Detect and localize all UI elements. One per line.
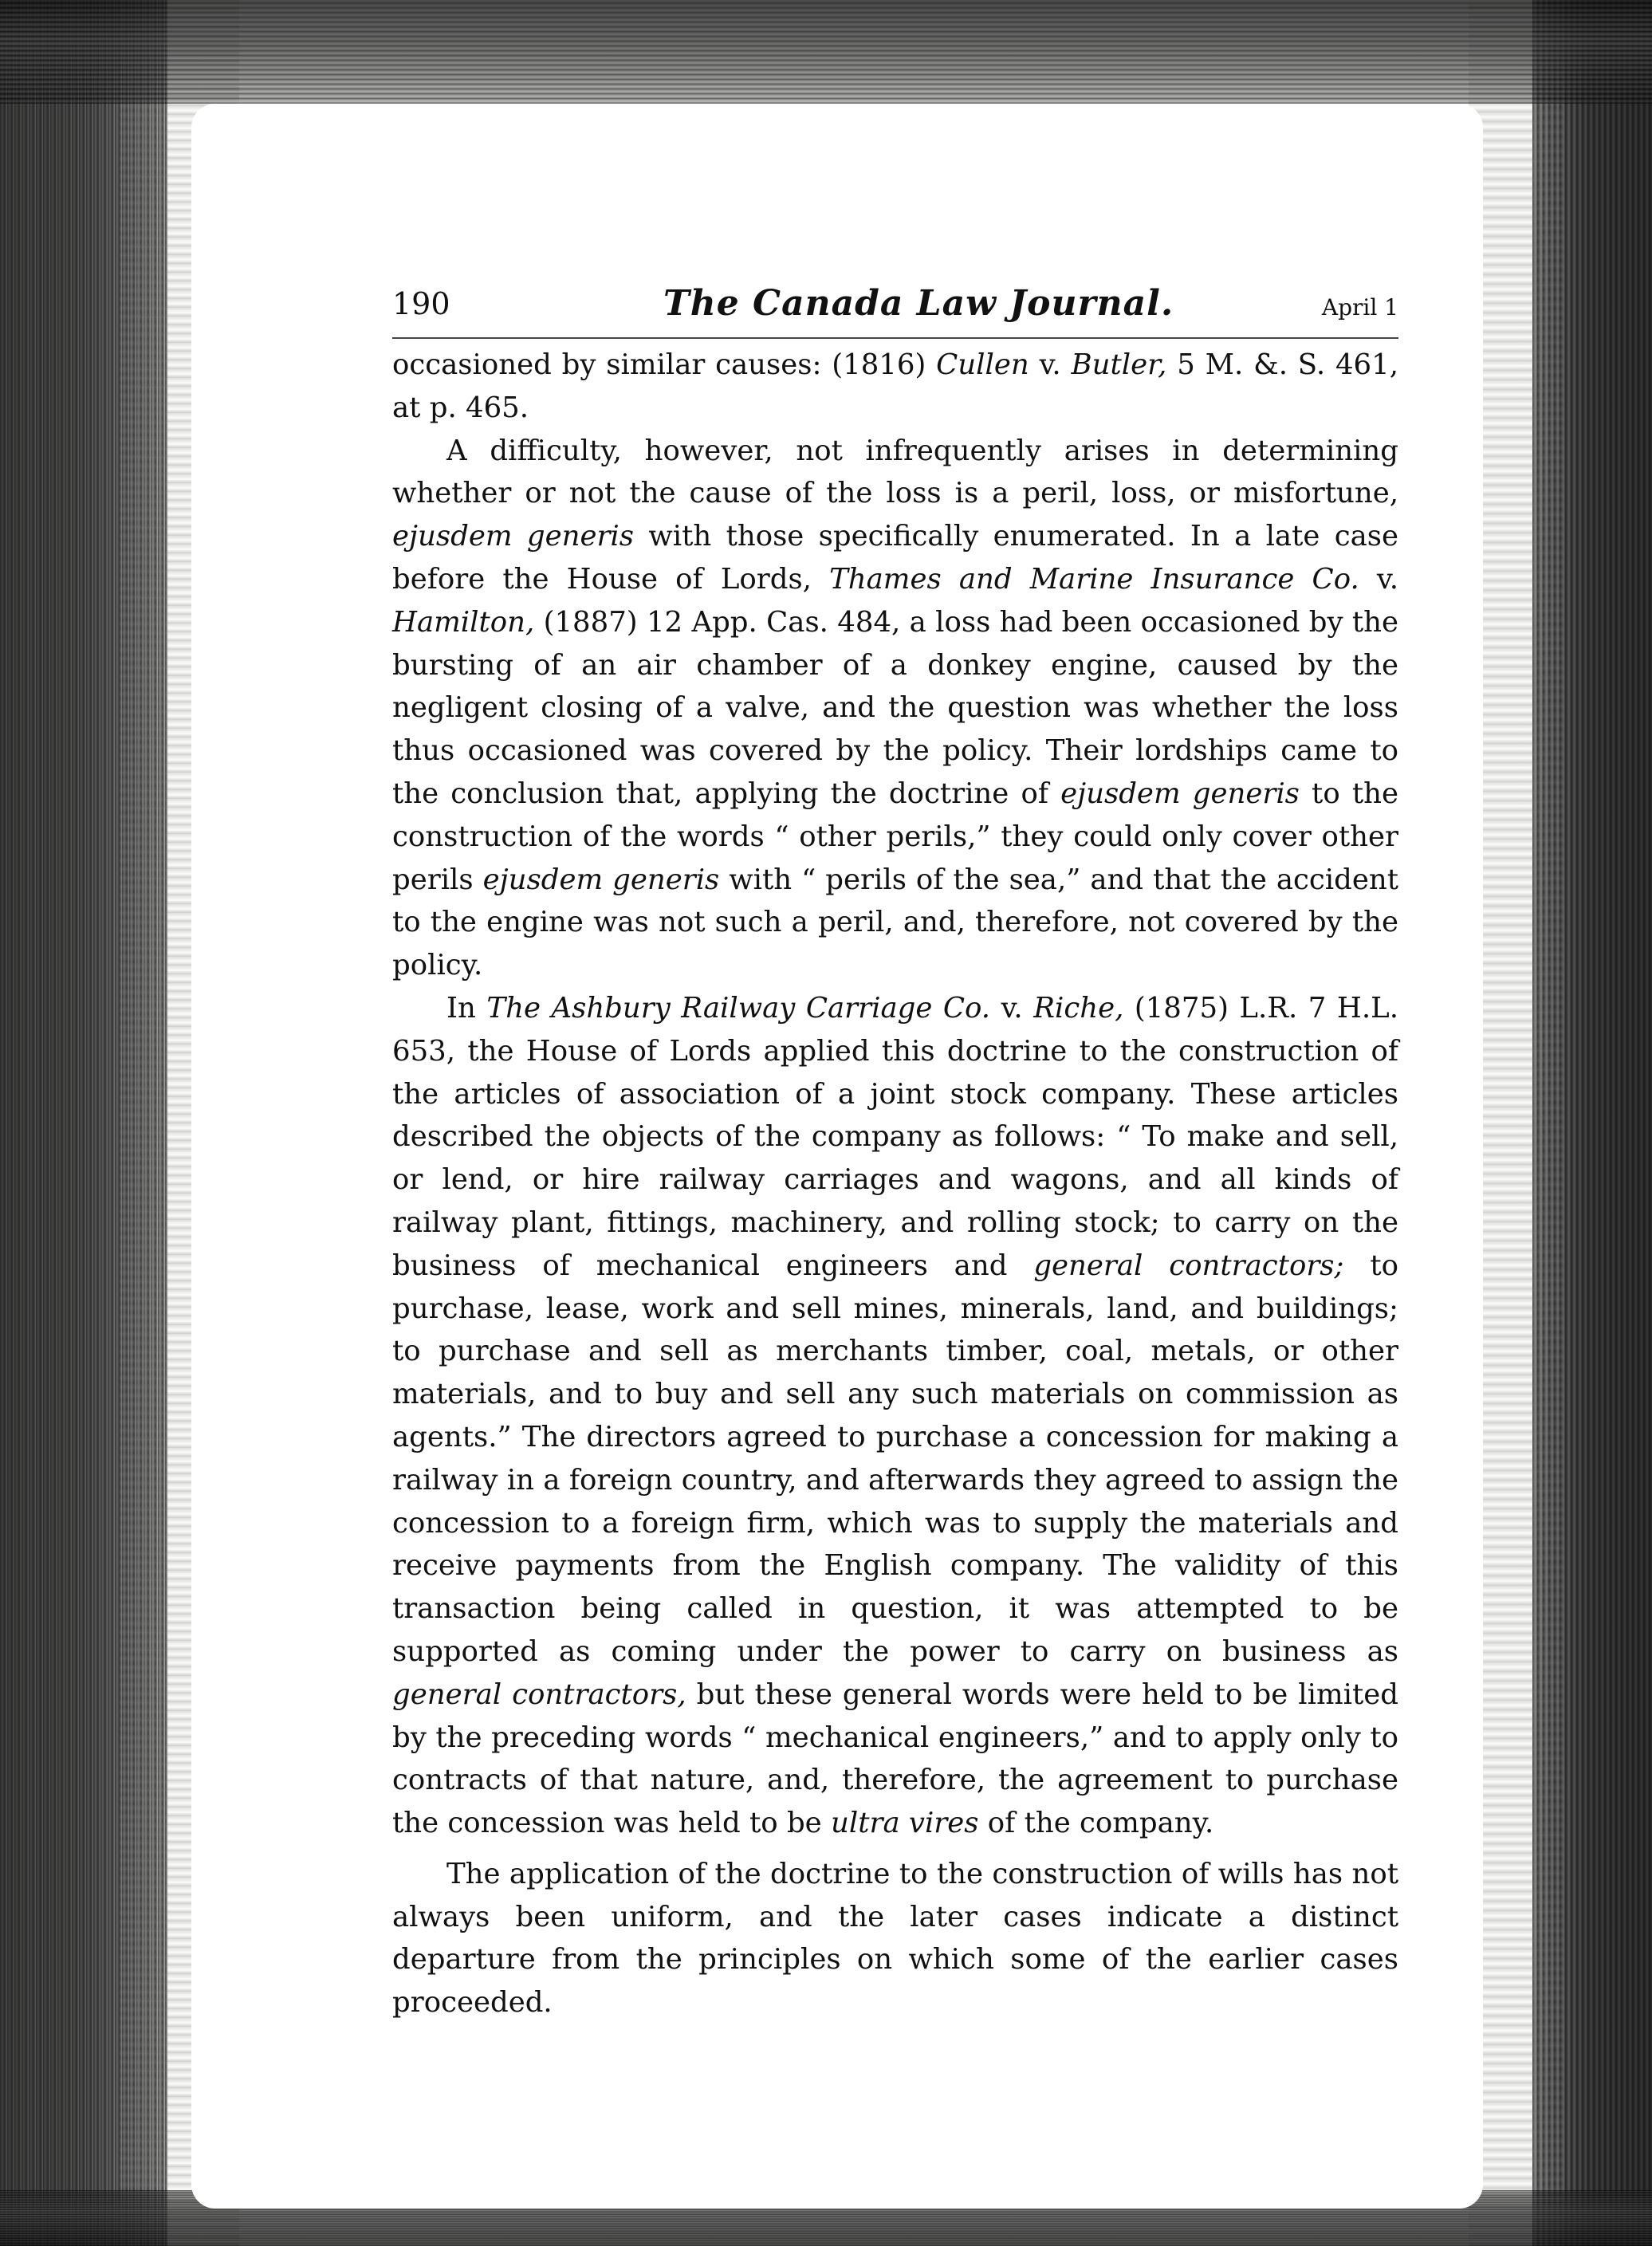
latin-phrase: ejusdem generis — [482, 863, 720, 896]
emphasized-phrase: general contractors, — [392, 1678, 686, 1711]
case-name: Cullen — [936, 348, 1029, 381]
case-name: Thames and Marine Insurance Co. — [829, 562, 1359, 596]
latin-phrase: ultra vires — [830, 1807, 979, 1840]
case-name: Butler, — [1071, 348, 1167, 381]
latin-phrase: ejusdem generis — [1060, 777, 1300, 810]
journal-title: The Canada Law Journal. — [663, 283, 1174, 324]
issue-date: April 1 — [1321, 294, 1398, 321]
case-name: Riche, — [1033, 991, 1124, 1025]
case-name: Hamilton, — [392, 605, 535, 639]
scan-border-top — [0, 0, 1652, 104]
emphasized-phrase: general contractors; — [1033, 1249, 1344, 1282]
paragraph-3: In The Ashbury Railway Carriage Co. v. Riche, (1875) L.R. 7 H.L. 653, the House of Lords applied this doctrine to the construction of the articles of association of a joint stock company. These articles described the objects of the company as follows: “ To make and sell, or lend, or hire railway carriages and wagons, and all kinds of railway plant, fittings, machinery, and rolling stock; to carry on the business of mechanical engineers and general contractors; to purchase, lease, work and sell mines, minerals, land, and buildings; to purchase and sell as merchants timber, coal, metals, or other materials, and to buy and sell any such materials on commission as agents.” The directors agreed to purchase a concession for making a railway in a foreign country, and afterwards they agreed to assign the concession to a foreign firm, which was to supply the materials and receive payments from the English company. The validity of this transaction being called in question, it was attempted to be supported as coming under the power to carry on business as general contractors, but these general words were held to be limited by the preceding words “ mechanical engineers,” and to apply only to contracts of that nature, and, therefore, the agreement to purchase the concession was held to be ultra vires of the company. — [392, 991, 1399, 1840]
paragraph-4: The application of the doctrine to the construction of wills has not always been uniform, and the later cases indicate a distinct departure from the principles on which some of the earlier cases proceeded. — [392, 1857, 1398, 2020]
scan-shadow-right — [1469, 0, 1564, 2246]
page-content — [392, 283, 1398, 2024]
page-number: 190 — [392, 286, 450, 321]
running-header — [392, 283, 1398, 339]
paragraph-2: A difficulty, however, not infrequently arises in determining whether or not the cause of the loss is a peril, loss, or misfortune, ejusdem generis with those specifically enumerated. In a late case before the House of Lords, Thames and Marine Insurance Co. v. Hamilton, (1887) 12 App. Cas. 484, a loss had been occasioned by the bursting of an air chamber of a donkey engine, caused by the negligent closing of a valve, and the question was whether the loss thus occasioned was covered by the policy. Their lordships came to the conclusion that, applying the doctrine of ejusdem generis to the construction of the words “ other perils,” they could only cover other perils ejusdem generis with “ perils of the sea,” and that the accident to the engine was not such a peril, and, therefore, not covered by the policy. — [392, 434, 1398, 982]
paragraph-1: occasioned by similar causes: (1816) Cullen v. Butler, 5 M. &. S. 461, at p. 465. — [392, 348, 1399, 424]
latin-phrase: ejusdem generis — [392, 520, 634, 553]
case-name: The Ashbury Railway Carriage Co. — [486, 991, 991, 1025]
